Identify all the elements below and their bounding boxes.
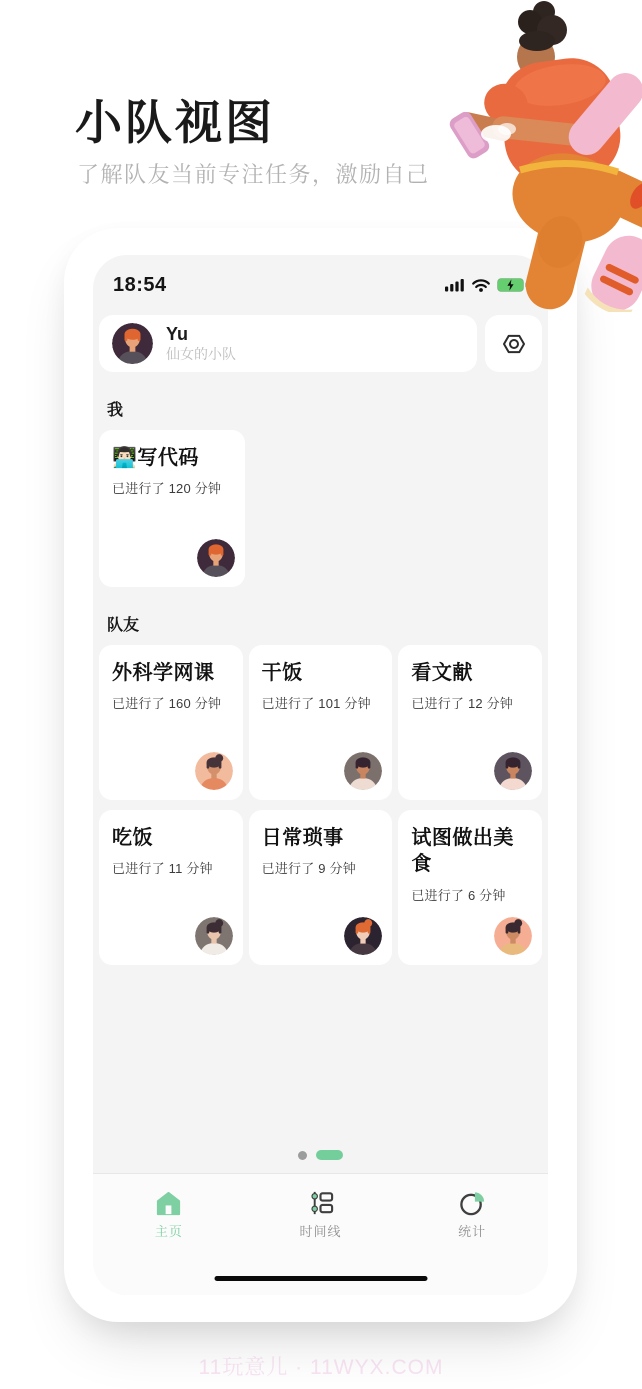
task-title: 外科学网课 — [112, 662, 215, 684]
user-avatar — [112, 323, 153, 364]
battery-charging-icon — [497, 278, 528, 292]
task-title: 试图做出美食 — [411, 827, 514, 876]
page-subtitle: 了解队友当前专注任务，激励自己 — [77, 162, 430, 187]
user-name: Yu — [166, 323, 189, 344]
section-label-teammates: 队友 — [107, 617, 140, 634]
home-icon — [154, 1189, 183, 1218]
signal-icon — [445, 278, 465, 292]
status-bar — [93, 255, 548, 303]
member-avatar — [494, 752, 532, 790]
task-duration: 已进行了 9 分钟 — [261, 861, 356, 877]
settings-button[interactable] — [485, 315, 542, 372]
teammate-task-card[interactable] — [99, 810, 243, 965]
member-avatar — [344, 752, 382, 790]
teammate-task-card[interactable] — [249, 645, 393, 800]
member-avatar — [195, 752, 233, 790]
phone-mockup — [64, 228, 577, 1322]
teammate-task-card[interactable] — [398, 810, 542, 965]
timeline-icon — [306, 1189, 335, 1218]
phone-screen — [93, 255, 548, 1295]
my-task-card[interactable] — [99, 430, 245, 587]
task-duration: 已进行了 6 分钟 — [411, 887, 506, 903]
tab-label: 主页 — [154, 1224, 183, 1239]
member-avatar — [344, 917, 382, 955]
task-title: 吃饭 — [112, 827, 153, 849]
settings-nut-icon — [500, 330, 528, 358]
page-indicator[interactable] — [93, 1150, 548, 1160]
user-team-name: 仙女的小队 — [166, 345, 236, 362]
task-title: 日常琐事 — [261, 827, 344, 849]
task-duration: 已进行了 160 分钟 — [112, 696, 222, 712]
page-title: 小队视图 — [75, 96, 275, 149]
member-avatar — [494, 917, 532, 955]
teammates-grid — [99, 645, 542, 965]
tab-label: 统计 — [458, 1224, 487, 1239]
watermark: 11玩意儿 · 11WYX.COM — [198, 1356, 444, 1379]
status-time: 18:54 — [113, 273, 167, 296]
member-avatar — [197, 539, 235, 577]
section-label-me: 我 — [107, 402, 124, 419]
tab-label: 时间线 — [299, 1224, 342, 1239]
task-duration: 已进行了 11 分钟 — [112, 861, 213, 877]
teammate-task-card[interactable] — [99, 645, 243, 800]
teammate-task-card[interactable] — [398, 645, 542, 800]
member-avatar — [195, 917, 233, 955]
pager-pill-active[interactable] — [316, 1150, 343, 1160]
team-header-card[interactable] — [99, 315, 477, 372]
task-title: 干饭 — [261, 662, 303, 684]
status-icons — [445, 278, 528, 292]
wifi-icon — [471, 278, 491, 292]
task-duration: 已进行了 101 分钟 — [261, 696, 371, 712]
stats-pie-icon — [458, 1189, 487, 1218]
team-header-row — [99, 315, 542, 372]
pager-dot-inactive[interactable] — [298, 1151, 307, 1160]
user-text — [166, 324, 236, 363]
tab-bar — [93, 1173, 548, 1295]
home-indicator[interactable] — [214, 1276, 427, 1281]
task-title: 看文献 — [411, 662, 473, 684]
task-duration: 已进行了 120 分钟 — [112, 481, 222, 497]
task-title: 👨🏻‍💻写代码 — [112, 447, 199, 469]
task-duration: 已进行了 12 分钟 — [411, 696, 514, 712]
teammate-task-card[interactable] — [249, 810, 393, 965]
content-spacer — [93, 965, 548, 1150]
